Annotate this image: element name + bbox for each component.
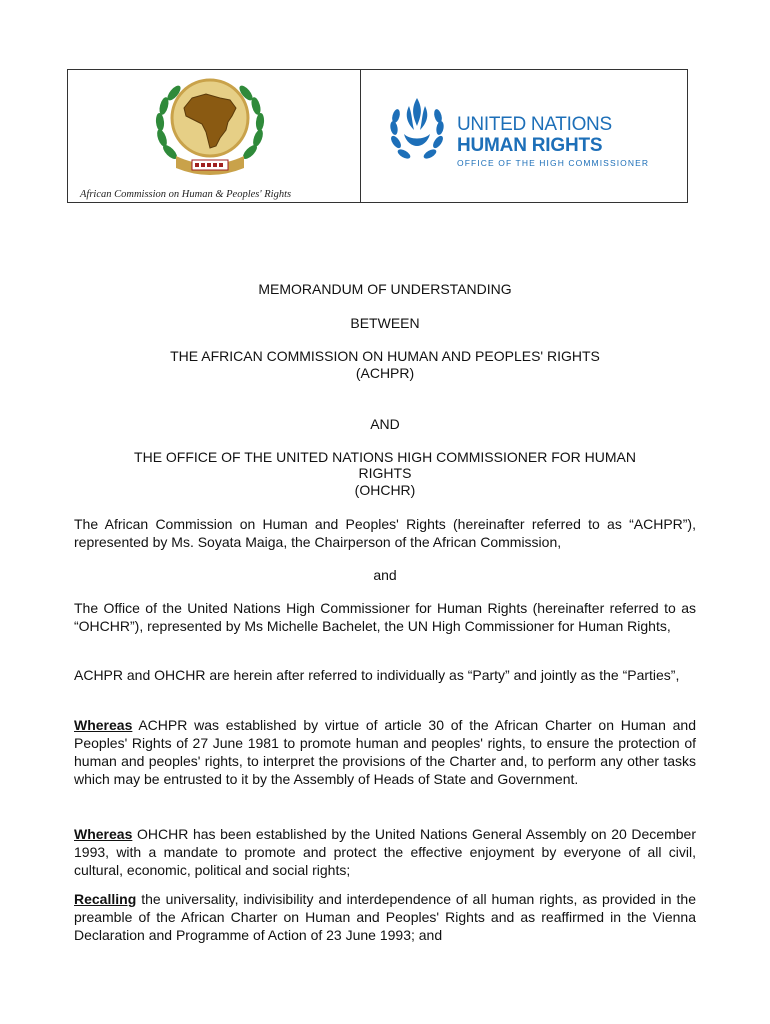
and-heading: AND	[370, 416, 400, 432]
paragraph-whereas-achpr	[74, 716, 696, 788]
achpr-emblem-icon	[148, 76, 272, 182]
ohchr-logo-cell	[361, 70, 687, 202]
party2-name-line1: THE OFFICE OF THE UNITED NATIONS HIGH COMMISSIONER FOR HUMAN	[134, 449, 636, 465]
achpr-caption: African Commission on Human & Peoples' Rights	[80, 189, 292, 200]
whereas-achpr-text: ACHPR was established by virtue of article 30 of the African Charter on Human and Peoples' Rights of 27 June 1981 to promote human and peoples' rights, to ensure the protection of human and peoples' rights, to interpret the provisions of the Charter and, to perform any other tasks which may be entrusted to it by the Assembly of Heads of State and Government.	[74, 717, 696, 787]
paragraph-parties-definition: ACHPR and OHCHR are herein after referred to individually as “Party” and jointly as the “Parties”,	[74, 667, 680, 683]
whereas-keyword: Whereas	[74, 717, 133, 733]
recalling-text: the universality, indivisibility and interdependence of all human rights, as provided in the preamble of the African Charter on Human and Peoples' Rights and as reaffirmed in the Vienna Declaration and Programme of Action of 23 June 1993; and	[74, 891, 696, 943]
between-heading: BETWEEN	[350, 315, 420, 331]
paragraph-ohchr-party: The Office of the United Nations High Commissioner for Human Rights (hereinafter referred to as “OHCHR”), represented by Ms Michelle Bachelet, the UN High Commissioner for Human Rights,	[74, 600, 696, 634]
paragraph-recalling	[74, 890, 696, 944]
whereas-keyword: Whereas	[74, 826, 133, 842]
un-wordmark-line3: OFFICE OF THE HIGH COMMISSIONER	[457, 158, 650, 168]
and-connector: and	[373, 567, 397, 583]
party1-name: THE AFRICAN COMMISSION ON HUMAN AND PEOPLES' RIGHTS	[170, 348, 600, 364]
logo-header-table	[67, 69, 688, 203]
party1-abbr: (ACHPR)	[355, 365, 415, 381]
whereas-ohchr-text: OHCHR has been established by the United Nations General Assembly on 20 December 1993, with a mandate to promote and protect the effective enjoyment by everyone of all civil, cultural, economic, political and social rights;	[74, 826, 696, 878]
un-wordmark-line2: HUMAN RIGHTS	[457, 135, 603, 156]
un-wordmark-line1: UNITED NATIONS	[457, 114, 612, 135]
document-title: MEMORANDUM OF UNDERSTANDING	[258, 281, 512, 297]
paragraph-whereas-ohchr	[74, 825, 696, 879]
paragraph-achpr-party: The African Commission on Human and Peoples' Rights (hereinafter referred to as “ACHPR”), represented by Ms. Soyata Maiga, the Chairperson of the African Commission,	[74, 516, 696, 550]
party2-name-line2: RIGHTS	[358, 465, 412, 481]
un-laurel-flame-icon	[384, 96, 450, 166]
party2-abbr: (OHCHR)	[354, 482, 416, 498]
achpr-logo-cell	[68, 70, 361, 202]
ohchr-wordmark	[457, 115, 649, 168]
recalling-keyword: Recalling	[74, 891, 137, 907]
